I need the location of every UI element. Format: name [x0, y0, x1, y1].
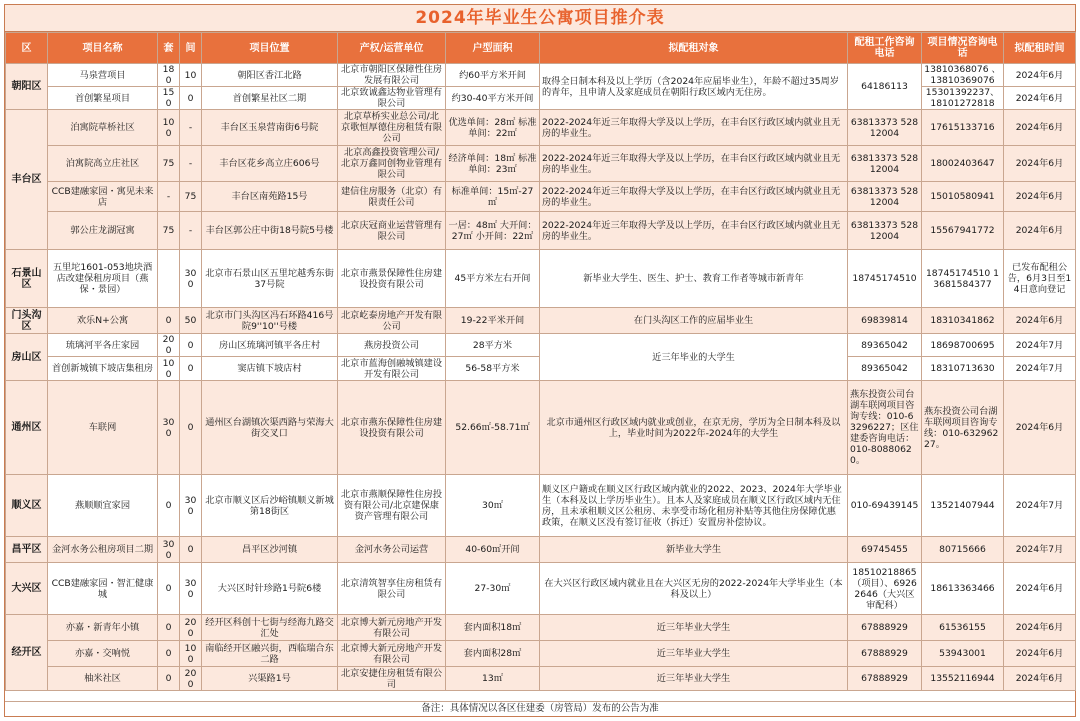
header-location: 项目位置 — [202, 33, 338, 64]
location-cell: 房山区琉璃河镇平各庄村 — [202, 334, 338, 357]
time-cell: 2024年6月 — [1004, 146, 1076, 182]
work-phone-cell: 64186113 — [848, 64, 922, 110]
rooms-cell: 300 — [180, 475, 202, 537]
area-cell: 52.66㎡-58.71㎡ — [446, 381, 540, 475]
location-cell: 丰台区玉泉营南街6号院 — [202, 110, 338, 146]
target-cell: 北京市通州区行政区域内就业或创业，在京无房，学历为全日制本科及以上，毕业时间为2022年-2024年的大学生 — [540, 381, 848, 475]
target-cell: 2022-2024年近三年取得大学及以上学历，在丰台区行政区域内就业且无房的毕业生。 — [540, 212, 848, 250]
work-phone-cell: 63813373 52812004 — [848, 146, 922, 182]
time-cell: 已发布配租公告，6月3日至14日意向登记 — [1004, 250, 1076, 308]
project-name: 车联网 — [48, 381, 158, 475]
time-cell: 2024年6月 — [1004, 641, 1076, 667]
target-cell: 在大兴区行政区域内就业且在大兴区无房的2022-2024年大学毕业生（本科及以上） — [540, 563, 848, 615]
table-row — [6, 334, 1076, 357]
district-cell: 门头沟区 — [6, 308, 48, 334]
header-target: 拟配租对象 — [540, 33, 848, 64]
work-phone-cell: 89365042 — [848, 357, 922, 381]
location-cell: 通州区台湖镇次渠西路与荣海大街交叉口 — [202, 381, 338, 475]
sets-cell: 100 — [158, 110, 180, 146]
owner-cell: 燕房投资公司 — [338, 334, 446, 357]
work-phone-cell: 010-69439145 — [848, 475, 922, 537]
owner-cell: 北京草桥实业总公司/北京歌恒厚德住房租赁有限公司 — [338, 110, 446, 146]
table-row — [6, 381, 1076, 475]
district-cell: 经开区 — [6, 615, 48, 691]
sets-cell: - — [158, 182, 180, 212]
rooms-cell: 0 — [180, 537, 202, 563]
target-cell: 近三年毕业大学生 — [540, 641, 848, 667]
header-rooms: 间 — [180, 33, 202, 64]
location-cell: 昌平区沙河镇 — [202, 537, 338, 563]
location-cell: 经开区科创十七街与经海九路交汇处 — [202, 615, 338, 641]
table-row — [6, 308, 1076, 334]
project-phone-cell: 61536155 — [922, 615, 1004, 641]
table-row — [6, 641, 1076, 667]
rooms-cell: 100 — [180, 641, 202, 667]
time-cell: 2024年7月 — [1004, 357, 1076, 381]
owner-cell: 北京市燕顺保障性住房投资有限公司/北京建保康资产管理有限公司 — [338, 475, 446, 537]
owner-cell: 北京屹泰房地产开发有限公司 — [338, 308, 446, 334]
project-name: 首创繁星项目 — [48, 87, 158, 110]
table-row — [6, 182, 1076, 212]
project-name: CCB建融家园・智汇健康城 — [48, 563, 158, 615]
project-phone-cell: 燕东投资公司台湖车联网项目咨询专线：010-63296227。 — [922, 381, 1004, 475]
location-cell: 大兴区时针珍路1号院6楼 — [202, 563, 338, 615]
area-cell: 28平方米 — [446, 334, 540, 357]
rooms-cell: - — [180, 110, 202, 146]
sets-cell: 150 — [158, 87, 180, 110]
header-row — [6, 33, 1076, 64]
sets-cell: 0 — [158, 641, 180, 667]
location-cell: 丰台区南苑路15号 — [202, 182, 338, 212]
project-name: 燕顺顺宜家园 — [48, 475, 158, 537]
sets-cell: 0 — [158, 308, 180, 334]
sets-cell: 0 — [158, 667, 180, 691]
header-district: 区 — [6, 33, 48, 64]
target-cell: 近三年毕业大学生 — [540, 667, 848, 691]
rooms-cell: 0 — [180, 334, 202, 357]
table-row — [6, 537, 1076, 563]
project-name: 五里坨1601-053地块酒店改建保租房项目（燕保・景园） — [48, 250, 158, 308]
owner-cell: 北京市燕东保障性住房建设投资有限公司 — [338, 381, 446, 475]
district-cell: 朝阳区 — [6, 64, 48, 110]
rooms-cell: 50 — [180, 308, 202, 334]
target-cell: 近三年毕业的大学生 — [540, 334, 848, 381]
sets-cell: 75 — [158, 212, 180, 250]
project-name: 首创新城镇下坡店集租房 — [48, 357, 158, 381]
area-cell: 套内面积18㎡ — [446, 615, 540, 641]
location-cell: 兴渠路1号 — [202, 667, 338, 691]
table-title: 2024年毕业生公寓项目推介表 — [5, 5, 1075, 32]
district-cell: 通州区 — [6, 381, 48, 475]
table-row — [6, 563, 1076, 615]
sets-cell: 0 — [158, 563, 180, 615]
project-name: 泊寓院高立庄社区 — [48, 146, 158, 182]
area-cell: 56-58平方米 — [446, 357, 540, 381]
header-project-phone: 项目情况咨询电话 — [922, 33, 1004, 64]
time-cell: 2024年6月 — [1004, 64, 1076, 87]
work-phone-cell: 18510218865（项目）、69262646（大兴区审配科） — [848, 563, 922, 615]
owner-cell: 北京博大新元房地产开发有限公司 — [338, 641, 446, 667]
header-owner: 产权/运营单位 — [338, 33, 446, 64]
area-cell: 约30-40平方米开间 — [446, 87, 540, 110]
owner-cell: 北京市朝阳区保障性住房发展有限公司 — [338, 64, 446, 87]
project-name: 泊寓院草桥社区 — [48, 110, 158, 146]
location-cell: 北京市顺义区后沙峪镇顺义新城第18街区 — [202, 475, 338, 537]
district-cell: 房山区 — [6, 334, 48, 381]
owner-cell: 北京安捷住房租赁有限公司 — [338, 667, 446, 691]
target-cell: 顺义区户籍或在顺义区行政区域内就业的2022、2023、2024年大学毕业生（本科及以上学历毕业生）。且本人及家庭成员在顺义区行政区域内无住房，且未承租顺义区公租房、未享受市场化租房补贴等其他住房保障优惠政策，在顺义区没有签订征收（拆迁）安置房补偿协议。 — [540, 475, 848, 537]
sets-cell — [158, 250, 180, 308]
area-cell: 经济单间：18㎡ 标准单间：23㎡ — [446, 146, 540, 182]
area-cell: 套内面积28㎡ — [446, 641, 540, 667]
work-phone-cell: 67888929 — [848, 615, 922, 641]
project-phone-cell: 15010580941 — [922, 182, 1004, 212]
table-row — [6, 475, 1076, 537]
target-cell: 在门头沟区工作的应届毕业生 — [540, 308, 848, 334]
sets-cell: 200 — [158, 334, 180, 357]
area-cell: 30㎡ — [446, 475, 540, 537]
rooms-cell: 300 — [180, 563, 202, 615]
location-cell: 丰台区花乡高立庄606号 — [202, 146, 338, 182]
time-cell: 2024年6月 — [1004, 615, 1076, 641]
project-phone-cell: 13521407944 — [922, 475, 1004, 537]
table-row — [6, 212, 1076, 250]
sets-cell: 100 — [158, 357, 180, 381]
time-cell: 2024年6月 — [1004, 381, 1076, 475]
header-project-name: 项目名称 — [48, 33, 158, 64]
project-phone-cell: 15567941772 — [922, 212, 1004, 250]
sets-cell: 75 — [158, 146, 180, 182]
header-time: 拟配租时间 — [1004, 33, 1076, 64]
time-cell: 2024年6月 — [1004, 87, 1076, 110]
rooms-cell: 0 — [180, 357, 202, 381]
area-cell: 19-22平米开间 — [446, 308, 540, 334]
target-cell: 2022-2024年近三年取得大学及以上学历，在丰台区行政区域内就业且无房的毕业生。 — [540, 146, 848, 182]
area-cell: 45平方米左右开间 — [446, 250, 540, 308]
project-name: 亦嘉・交响悦 — [48, 641, 158, 667]
project-name: 亦嘉・新青年小镇 — [48, 615, 158, 641]
project-phone-cell: 15301392237、18101272818 — [922, 87, 1004, 110]
project-phone-cell: 18613363466 — [922, 563, 1004, 615]
sets-cell: 180 — [158, 64, 180, 87]
area-cell: 27-30㎡ — [446, 563, 540, 615]
time-cell: 2024年7月 — [1004, 475, 1076, 537]
area-cell: 一居：48㎡ 大开间：27㎡ 小开间：22㎡ — [446, 212, 540, 250]
target-cell: 新毕业大学生、医生、护士、教育工作者等城市新青年 — [540, 250, 848, 308]
owner-cell: 建信住房服务（北京）有限责任公司 — [338, 182, 446, 212]
project-phone-cell: 18310713630 — [922, 357, 1004, 381]
table-row — [6, 615, 1076, 641]
time-cell: 2024年6月 — [1004, 667, 1076, 691]
work-phone-cell: 63813373 52812004 — [848, 182, 922, 212]
district-cell: 昌平区 — [6, 537, 48, 563]
area-cell: 约60平方米开间 — [446, 64, 540, 87]
owner-cell: 北京清筑智享住房租赁有限公司 — [338, 563, 446, 615]
footnote: 备注：具体情况以各区住建委（房管局）发布的公告为准 — [5, 701, 1075, 716]
district-cell: 石景山区 — [6, 250, 48, 308]
area-cell: 优选单间：28㎡ 标准单间：22㎡ — [446, 110, 540, 146]
project-phone-cell: 80715666 — [922, 537, 1004, 563]
work-phone-cell: 67888929 — [848, 641, 922, 667]
location-cell: 丰台区郭公庄中街18号院5号楼 — [202, 212, 338, 250]
location-cell: 首创繁星社区二期 — [202, 87, 338, 110]
work-phone-cell: 69745455 — [848, 537, 922, 563]
project-name: 马泉营项目 — [48, 64, 158, 87]
area-cell: 40-60㎡开间 — [446, 537, 540, 563]
rooms-cell: - — [180, 212, 202, 250]
work-phone-cell: 18745174510 — [848, 250, 922, 308]
rooms-cell: 200 — [180, 667, 202, 691]
rooms-cell: 0 — [180, 381, 202, 475]
owner-cell: 北京市蓝海创融城镇建设开发有限公司 — [338, 357, 446, 381]
owner-cell: 金河水务公司运营 — [338, 537, 446, 563]
sets-cell: 0 — [158, 475, 180, 537]
rooms-cell: 0 — [180, 87, 202, 110]
district-cell: 丰台区 — [6, 110, 48, 250]
target-cell: 取得全日制本科及以上学历（含2024年应届毕业生），年龄不超过35周岁的青年，且申请人及家庭成员在朝阳行政区域内无住房。 — [540, 64, 848, 110]
work-phone-cell: 67888929 — [848, 667, 922, 691]
district-cell: 顺义区 — [6, 475, 48, 537]
sets-cell: 300 — [158, 381, 180, 475]
time-cell: 2024年7月 — [1004, 537, 1076, 563]
sets-cell: 300 — [158, 537, 180, 563]
apartment-table — [5, 32, 1076, 691]
project-phone-cell: 53943001 — [922, 641, 1004, 667]
rooms-cell: 75 — [180, 182, 202, 212]
time-cell: 2024年6月 — [1004, 308, 1076, 334]
project-phone-cell: 13810368076 、13810369076 — [922, 64, 1004, 87]
project-name: CCB建融家园・寓见未来店 — [48, 182, 158, 212]
rooms-cell: 10 — [180, 64, 202, 87]
location-cell: 北京市石景山区五里坨越秀东街37号院 — [202, 250, 338, 308]
area-cell: 标准单间：15㎡-27㎡ — [446, 182, 540, 212]
header-area: 户型面积 — [446, 33, 540, 64]
time-cell: 2024年6月 — [1004, 563, 1076, 615]
work-phone-cell: 63813373 52812004 — [848, 212, 922, 250]
time-cell: 2024年7月 — [1004, 334, 1076, 357]
target-cell: 新毕业大学生 — [540, 537, 848, 563]
rooms-cell: - — [180, 146, 202, 182]
time-cell: 2024年6月 — [1004, 212, 1076, 250]
project-phone-cell: 17615133716 — [922, 110, 1004, 146]
owner-cell: 北京高鑫投资管理公司/北京万鑫同创物业管理有限公司 — [338, 146, 446, 182]
time-cell: 2024年6月 — [1004, 182, 1076, 212]
work-phone-cell: 燕东投资公司台湖车联网项目咨询专线：010-63296227；区住建委咨询电话：010-80880620。 — [848, 381, 922, 475]
sets-cell: 0 — [158, 615, 180, 641]
target-cell: 近三年毕业大学生 — [540, 615, 848, 641]
location-cell: 窦店镇下坡店村 — [202, 357, 338, 381]
location-cell: 北京市门头沟区冯石环路416号院9''10''号楼 — [202, 308, 338, 334]
project-phone-cell: 13552116944 — [922, 667, 1004, 691]
owner-cell: 北京博大新元房地产开发有限公司 — [338, 615, 446, 641]
rooms-cell: 300 — [180, 250, 202, 308]
project-phone-cell: 18002403647 — [922, 146, 1004, 182]
table-row — [6, 146, 1076, 182]
recommendation-table-sheet — [4, 4, 1076, 717]
table-row — [6, 110, 1076, 146]
district-cell: 大兴区 — [6, 563, 48, 615]
location-cell: 南临经开区融兴街，西临瑞合东二路 — [202, 641, 338, 667]
project-name: 欢乐N+公寓 — [48, 308, 158, 334]
owner-cell: 北京致诚鑫达物业管理有限公司 — [338, 87, 446, 110]
owner-cell: 北京市燕景保障性住房建设投资有限公司 — [338, 250, 446, 308]
owner-cell: 北京庆冠商业运营管理有限公司 — [338, 212, 446, 250]
table-row — [6, 250, 1076, 308]
rooms-cell: 200 — [180, 615, 202, 641]
project-name: 琉璃河平各庄家园 — [48, 334, 158, 357]
work-phone-cell: 69839814 — [848, 308, 922, 334]
location-cell: 朝阳区香江北路 — [202, 64, 338, 87]
table-row — [6, 667, 1076, 691]
project-name: 郭公庄龙湖冠寓 — [48, 212, 158, 250]
area-cell: 13㎡ — [446, 667, 540, 691]
table-row — [6, 64, 1076, 87]
work-phone-cell: 63813373 52812004 — [848, 110, 922, 146]
project-name: 金河水务公租房项目二期 — [48, 537, 158, 563]
target-cell: 2022-2024年近三年取得大学及以上学历，在丰台区行政区域内就业且无房的毕业生。 — [540, 182, 848, 212]
project-phone-cell: 18745174510 13681584377 — [922, 250, 1004, 308]
time-cell: 2024年6月 — [1004, 110, 1076, 146]
project-phone-cell: 18310341862 — [922, 308, 1004, 334]
header-work-phone: 配租工作咨询电话 — [848, 33, 922, 64]
project-name: 柚米社区 — [48, 667, 158, 691]
project-phone-cell: 18698700695 — [922, 334, 1004, 357]
work-phone-cell: 89365042 — [848, 334, 922, 357]
target-cell: 2022-2024年近三年取得大学及以上学历，在丰台区行政区域内就业且无房的毕业生。 — [540, 110, 848, 146]
header-sets: 套 — [158, 33, 180, 64]
